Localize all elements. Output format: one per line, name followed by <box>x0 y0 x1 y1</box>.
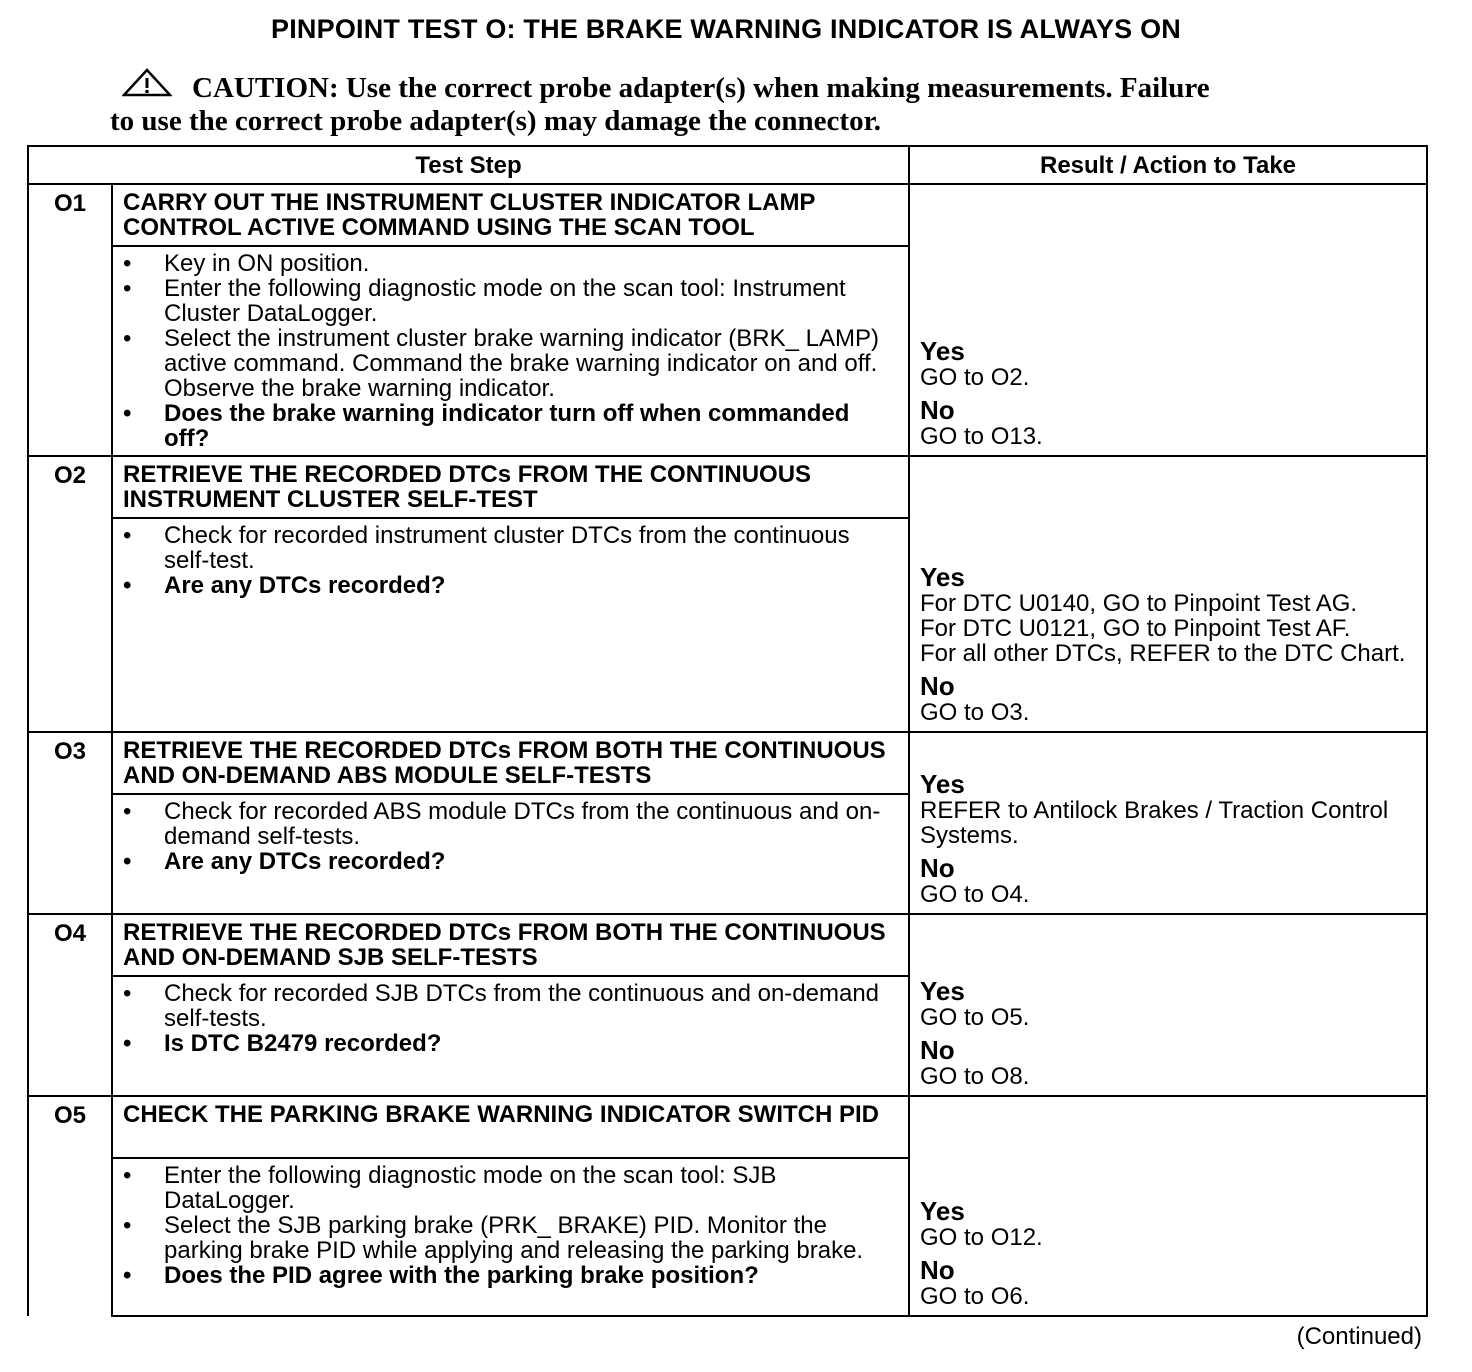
step-id-spacer <box>28 976 112 1096</box>
result-cell <box>909 732 1427 914</box>
step-id: O3 <box>28 732 112 794</box>
no-action: GO to O3. <box>920 699 1030 726</box>
warning-triangle-icon <box>122 68 172 106</box>
step-id-spacer <box>28 794 112 914</box>
table-header-row <box>28 146 1427 184</box>
table-row <box>28 1096 1427 1158</box>
step-instructions <box>112 794 909 914</box>
yes-action: For all other DTCs, REFER to the DTC Chart. <box>920 640 1406 667</box>
no-label: No <box>920 1255 955 1285</box>
yes-label: Yes <box>920 976 965 1006</box>
step-bullet: • Select the SJB parking brake (PRK_ BRAKE) PID. Monitor the parking brake PID while applying and releasing the parking brake. <box>121 1213 898 1263</box>
no-label: No <box>920 395 955 425</box>
step-bullet: • Key in ON position. <box>121 251 898 276</box>
step-heading: RETRIEVE THE RECORDED DTCs FROM BOTH THE CONTINUOUS AND ON-DEMAND SJB SELF-TESTS <box>112 914 909 976</box>
step-bullet: • Enter the following diagnostic mode on the scan tool: Instrument Cluster DataLogger. <box>121 276 898 326</box>
yes-action: For DTC U0121, GO to Pinpoint Test AF. <box>920 615 1351 642</box>
yes-action: GO to O5. <box>920 1004 1030 1031</box>
step-bullet: • Enter the following diagnostic mode on the scan tool: SJB DataLogger. <box>121 1163 898 1213</box>
result-cell <box>909 456 1427 732</box>
table-row <box>28 184 1427 246</box>
step-question: • Does the PID agree with the parking brake position? <box>121 1263 898 1288</box>
no-action: GO to O13. <box>920 423 1043 450</box>
step-instructions <box>112 518 909 732</box>
no-action: GO to O8. <box>920 1063 1030 1090</box>
step-heading: CHECK THE PARKING BRAKE WARNING INDICATOR SWITCH PID <box>112 1096 909 1158</box>
step-instructions <box>112 1158 909 1316</box>
caution-line-1 <box>110 72 1330 105</box>
step-question: • Are any DTCs recorded? <box>121 849 898 874</box>
step-id: O1 <box>28 184 112 246</box>
pinpoint-test-table <box>27 145 1428 1317</box>
result-cell <box>909 1096 1427 1316</box>
caution-text-1: CAUTION: Use the correct probe adapter(s) when making measurements. Failure <box>192 72 1210 104</box>
step-question: • Are any DTCs recorded? <box>121 573 898 598</box>
step-id-spacer <box>28 518 112 732</box>
step-id: O2 <box>28 456 112 518</box>
header-result: Result / Action to Take <box>909 146 1427 184</box>
yes-label: Yes <box>920 562 965 592</box>
no-action: GO to O4. <box>920 881 1030 908</box>
step-question: • Is DTC B2479 recorded? <box>121 1031 898 1056</box>
step-heading: RETRIEVE THE RECORDED DTCs FROM BOTH THE CONTINUOUS AND ON-DEMAND ABS MODULE SELF-TESTS <box>112 732 909 794</box>
yes-label: Yes <box>920 1196 965 1226</box>
step-id: O5 <box>28 1096 112 1158</box>
continued-label: (Continued) <box>1296 1323 1422 1350</box>
step-bullet: • Check for recorded SJB DTCs from the continuous and on-demand self-tests. <box>121 981 898 1031</box>
step-instructions <box>112 976 909 1096</box>
yes-action: For DTC U0140, GO to Pinpoint Test AG. <box>920 590 1358 617</box>
step-bullet: • Select the instrument cluster brake warning indicator (BRK_ LAMP) active command. Command the brake warning indicator on and off. Observe the brake warning indicator. <box>121 326 898 401</box>
yes-action: GO to O12. <box>920 1224 1043 1251</box>
no-action: GO to O6. <box>920 1283 1030 1310</box>
no-label: No <box>920 853 955 883</box>
no-label: No <box>920 671 955 701</box>
result-cell <box>909 914 1427 1096</box>
yes-label: Yes <box>920 336 965 366</box>
table-row <box>28 732 1427 794</box>
table-row <box>28 456 1427 518</box>
caution-line-2: to use the correct probe adapter(s) may damage the connector. <box>110 105 882 137</box>
step-heading: CARRY OUT THE INSTRUMENT CLUSTER INDICATOR LAMP CONTROL ACTIVE COMMAND USING THE SCAN TOOL <box>112 184 909 246</box>
step-heading: RETRIEVE THE RECORDED DTCs FROM THE CONTINUOUS INSTRUMENT CLUSTER SELF-TEST <box>112 456 909 518</box>
yes-action: GO to O2. <box>920 364 1030 391</box>
step-id-spacer <box>28 246 112 456</box>
step-id-spacer <box>28 1158 112 1316</box>
step-bullet: • Check for recorded ABS module DTCs from the continuous and on-demand self-tests. <box>121 799 898 849</box>
step-question: • Does the brake warning indicator turn off when commanded off? <box>121 401 898 451</box>
step-bullet: • Check for recorded instrument cluster DTCs from the continuous self-test. <box>121 523 898 573</box>
no-label: No <box>920 1035 955 1065</box>
page-title: PINPOINT TEST O: THE BRAKE WARNING INDICATOR IS ALWAYS ON <box>271 14 1181 44</box>
step-instructions <box>112 246 909 456</box>
table-row <box>28 914 1427 976</box>
step-id: O4 <box>28 914 112 976</box>
header-test-step: Test Step <box>28 146 909 184</box>
caution-note <box>110 72 1330 138</box>
yes-label: Yes <box>920 769 965 799</box>
result-cell <box>909 184 1427 456</box>
yes-action: REFER to Antilock Brakes / Traction Control Systems. <box>920 797 1389 849</box>
